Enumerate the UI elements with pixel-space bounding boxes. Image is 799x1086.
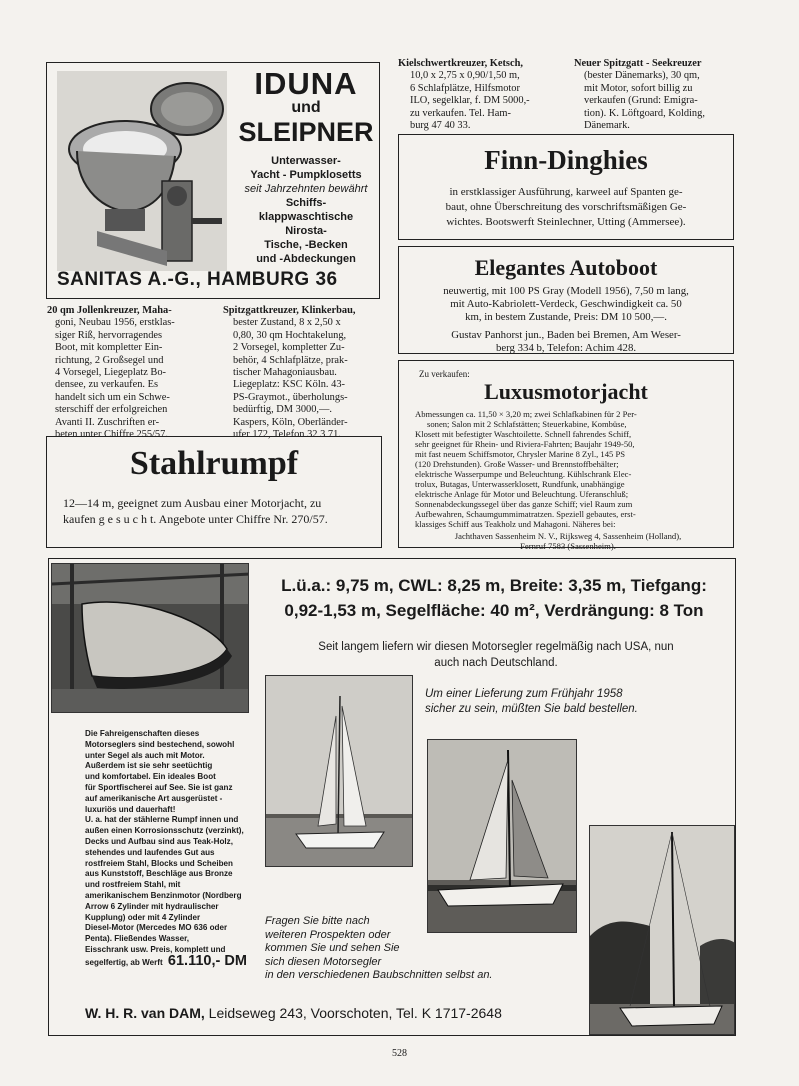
see-line: (bester Dänemarks), 30 qm, (584, 70, 700, 82)
luxus-line: elektrische Anlage für Motor und Beleuchtung. Uferanschluß; (415, 489, 629, 499)
autoboot-line: km, in bestem Zustande, Preis: DM 10 500,—. (465, 311, 667, 323)
sailboat-photo-3 (589, 825, 735, 1035)
spitz-line: 0,80, 30 qm Hochtakelung, (233, 329, 347, 341)
jollen-line: Boot, mit kompletter Ein- (55, 342, 163, 354)
footer-address: Leidseweg 243, Voorschoten, Tel. K 1717-2648 (204, 1005, 502, 1021)
page-number: 528 (392, 1048, 407, 1059)
feature-line: auf amerikanische Art ausgerüstet - (85, 793, 223, 803)
finn-line: baut, ohne Überschreitung des vorschriftsmäßigen Ge- (445, 201, 687, 213)
feature-line: und komfortabel. Ein ideales Boot (85, 772, 216, 782)
feature-line: Motorseglers sind bestechend, sowohl (85, 739, 235, 749)
sailboat-photo-2 (427, 739, 577, 933)
product-line-2: Yacht - Pumpklosetts (250, 169, 362, 181)
product-line-1: Unterwasser- (271, 155, 341, 167)
kiel-line: burg 47 40 33. (410, 120, 471, 132)
feature-line: Eisschrank usw. Preis, komplett und (85, 944, 226, 954)
jollen-line: sterschiff der erfolgreichen (55, 404, 168, 416)
finn-line: in erstklassiger Ausführung, karweel auf Spanten ge- (449, 186, 683, 198)
feature-line: Penta). Fließendes Wasser, (85, 934, 190, 944)
iduna-sleipner-ad (46, 62, 380, 299)
finn-title: Finn-Dinghies (484, 145, 648, 175)
brand-sleipner: SLEIPNER (238, 117, 374, 147)
toilet-illustration (57, 71, 227, 271)
feature-line: unter Segel als auch mit Motor. (85, 750, 205, 760)
jollen-line: handelt sich um ein Schwe- (55, 391, 170, 403)
luxus-line: Aufbewahren, Schaumgummimatratzen. Speziell gebautes, erst- (415, 509, 636, 519)
feature-line: segelfertig, ab Werft (85, 957, 163, 967)
luxus-line: Klosett mit befestigter Waschtoilette. Schnell fahrendes Schiff, (415, 429, 632, 439)
order-note-line: sicher zu sein, müßten Sie bald bestellen. (425, 703, 638, 715)
features-text (85, 729, 271, 969)
feature-line: Diesel-Motor (Mercedes MO 636 oder (85, 923, 228, 933)
see-line: verkaufen (Grund: Emigra- (584, 95, 698, 107)
sanitas-footer: SANITAS A.-G., HAMBURG 36 (57, 269, 338, 290)
feature-line: Decks und Aufbau sind aus Teak-Holz, (85, 836, 233, 846)
spitz-line: bedürftig, DM 3000,—. (233, 404, 332, 416)
spitz-line: ufer 172, Telefon 32 3 71. (233, 429, 341, 441)
luxus-line: sonen; Salon mit 2 Schlafstätten; Steuerkabine, Kombüse, (427, 419, 627, 429)
van-dam-footer (85, 1005, 605, 1021)
feature-line: stehendes und laufendes Gut aus (85, 847, 215, 857)
kiel-line: ILO, segelklar, f. DM 5000,- (410, 95, 530, 107)
feature-line: Arrow 6 Zylinder mit hydraulischer (85, 901, 219, 911)
invite-line: sich diesen Motorsegler (265, 955, 382, 968)
intro-line: auch nach Deutschland. (434, 657, 558, 669)
see-line: mit Motor, sofort billig zu (584, 82, 693, 94)
see-line: tion). K. Löftgoard, Kolding, (584, 107, 705, 119)
kiel-line: 6 Schlafplätze, Hilfsmotor (410, 82, 520, 94)
shipyard-photo (51, 563, 249, 713)
spitz-line: bester Zustand, 8 x 2,50 x (233, 317, 341, 329)
jollen-line: 20 qm Jollenkreuzer, Maha- (47, 305, 172, 316)
classified-kielschwert (398, 58, 564, 132)
feature-line: Die Fahreigenschaften dieses (85, 729, 200, 738)
see-line: Dänemark. (584, 120, 630, 132)
feature-line: amerikanischem Benzinmotor (Nordberg (85, 890, 242, 900)
spitz-line: 2 Vorsegel, kompletter Zu- (233, 342, 345, 354)
finn-dinghies-ad (398, 134, 734, 240)
luxus-line: Abmessungen ca. 11,50 × 3,20 m; zwei Schlafkabinen für 2 Per- (415, 409, 637, 419)
spec-line-1: L.ü.a.: 9,75 m, CWL: 8,25 m, Breite: 3,35 m, Tiefgang: (281, 576, 707, 595)
classified-seekreuzer (574, 58, 742, 132)
jollen-line: beten unter Chiffre 255/57. (55, 429, 168, 441)
jollen-line: densee, zu verkaufen. Es (55, 379, 158, 391)
autoboot-line: mit Auto-Kabriolett-Verdeck, Geschwindigkeit ca. 50 (450, 298, 682, 310)
kiel-line: zu verkaufen. Tel. Ham- (410, 107, 511, 119)
product-line-6: Tische, -Becken (264, 239, 348, 251)
luxus-line: trolux, Butagas, Unterwasserklosett, Rundfunk, unabhängige (415, 479, 625, 489)
stahlrumpf-title: Stahlrumpf (129, 445, 299, 482)
luxus-line: klassiges Schiff aus Teakholz und Mahagoni. Näheres bei: (415, 519, 616, 529)
autoboot-contact-line: Gustav Panhorst jun., Baden bei Bremen, Am Weser- (451, 329, 681, 341)
invite-line: in den verschiedenen Baubschnitten selbst an. (265, 969, 493, 982)
invite-line: Fragen Sie bitte nach (265, 915, 370, 927)
autoboot-ad (398, 246, 734, 354)
luxus-contact-line: Jachthaven Sassenheim N. V., Rijksweg 4, Sassenheim (Holland), (454, 531, 682, 541)
luxus-line: sehr geeignet für Rhein- und Riviera-Fahrten; Baujahr 1949-50, (415, 439, 635, 449)
classified-jollenkreuzer (47, 305, 207, 441)
luxus-contact-line: Fernruf 7583 (Sassenheim). (520, 541, 616, 551)
footer-name: W. H. R. van DAM, (85, 1005, 205, 1021)
feature-line: Kupplung) oder mit 4 Zylinder (85, 912, 201, 922)
brand-und: und (291, 99, 321, 116)
autoboot-contact-line: berg 334 b, Telefon: Achim 428. (495, 342, 637, 354)
feature-line: aus Kunststoff, Beschläge aus Bronze (85, 869, 233, 879)
luxus-line: mit fast neuem Schiffsmotor, Chrysler Marine 8 Zyl., 145 PS (415, 449, 626, 459)
tagline: seit Jahrzehnten bewährt (244, 183, 368, 195)
intro-line: Seit langem liefern wir diesen Motorsegler regelmäßig nach USA, nun (318, 641, 674, 653)
autoboot-line: neuwertig, mit 100 PS Gray (Modell 1956), 7,50 m lang, (443, 285, 689, 297)
luxus-kicker: Zu verkaufen: (419, 369, 470, 379)
feature-line: außen einen Korrosionsschutz (verzinkt), (85, 826, 244, 836)
spitz-line: tischer Mahagoniausbau. (233, 367, 337, 379)
luxus-line: (120 Drehstunden). Große Wasser- und Brennstoffbehälter; (415, 459, 619, 469)
jollen-line: richtung, 2 Großsegel und (55, 354, 164, 366)
jollen-line: siger Riß, hervorragendes (55, 329, 163, 341)
feature-line: und rostfreiem Stahl, mit (85, 880, 181, 890)
luxus-title: Luxusmotorjacht (484, 379, 648, 404)
feature-line: Außerdem ist sie sehr seetüchtig (85, 761, 213, 771)
invite-line: weiteren Prospekten oder (265, 928, 391, 941)
product-line-7: und -Abdeckungen (256, 253, 356, 265)
stahlrumpf-ad (46, 436, 382, 548)
product-line-5: Nirosta- (285, 225, 327, 237)
spec-line-2: 0,92-1,53 m, Segelfläche: 40 m², Verdrängung: 8 Ton (284, 601, 704, 620)
see-line: Neuer Spitzgatt - Seekreuzer (574, 58, 702, 69)
luxus-line: Sonnenabdeckungssegel über das ganze Schiff; viel Raum zum (415, 499, 633, 509)
product-line-4: klappwaschtische (258, 211, 354, 223)
kiel-line: Kielschwertkreuzer, Ketsch, (398, 58, 523, 69)
spitz-line: Liegeplatz: KSC Köln. 43- (233, 379, 345, 391)
spitz-line: PS-Graymot., überholungs- (233, 391, 348, 403)
invite-line: kommen Sie und sehen Sie (265, 942, 400, 955)
jollen-line: Avanti II. Zuschriften er- (55, 416, 160, 428)
jollen-line: 4 Vorsegel, Liegeplatz Bo- (55, 367, 166, 379)
sailboat-photo-1 (265, 675, 413, 867)
brand-iduna: IDUNA (254, 66, 358, 101)
feature-line: U. a. hat der stählerne Rumpf innen und (85, 815, 239, 825)
classified-spitzgattkreuzer (223, 305, 381, 441)
price: 61.110,- DM (167, 952, 247, 969)
feature-line: luxuriös und dauerhaft! (85, 804, 176, 814)
finn-line: wichtes. Bootswerft Steinlechner, Utting (Ammersee). (446, 216, 686, 228)
stahlrumpf-line: 12—14 m, geeignet zum Ausbau einer Motorjacht, zu (63, 496, 322, 510)
stahlrumpf-line: kaufen g e s u c h t. Angebote unter Chiffre Nr. 270/57. (63, 512, 328, 526)
van-dam-ad (48, 558, 736, 1036)
feature-line: rostfreiem Stahl, Blocks und Scheiben (85, 858, 233, 868)
kiel-line: 10,0 x 2,75 x 0,90/1,50 m, (410, 70, 520, 82)
order-note-line: Um einer Lieferung zum Frühjahr 1958 (425, 688, 623, 700)
feature-line: für Sportfischerei auf See. Sie ist ganz (85, 782, 233, 792)
spitz-line: Spitzgattkreuzer, Klinkerbau, (223, 305, 356, 316)
autoboot-title: Elegantes Autoboot (474, 255, 658, 280)
luxusmotorjacht-ad (398, 360, 734, 551)
spitz-line: Kaspers, Köln, Oberländer- (233, 416, 348, 428)
jollen-line: goni, Neubau 1956, erstklas- (55, 317, 175, 329)
luxus-line: elektrische Wasserpumpe und Beleuchtung. Kühlschrank Elec- (415, 469, 632, 479)
spitz-line: behör, 4 Schlafplätze, prak- (233, 354, 348, 366)
product-line-3: Schiffs- (285, 197, 327, 209)
